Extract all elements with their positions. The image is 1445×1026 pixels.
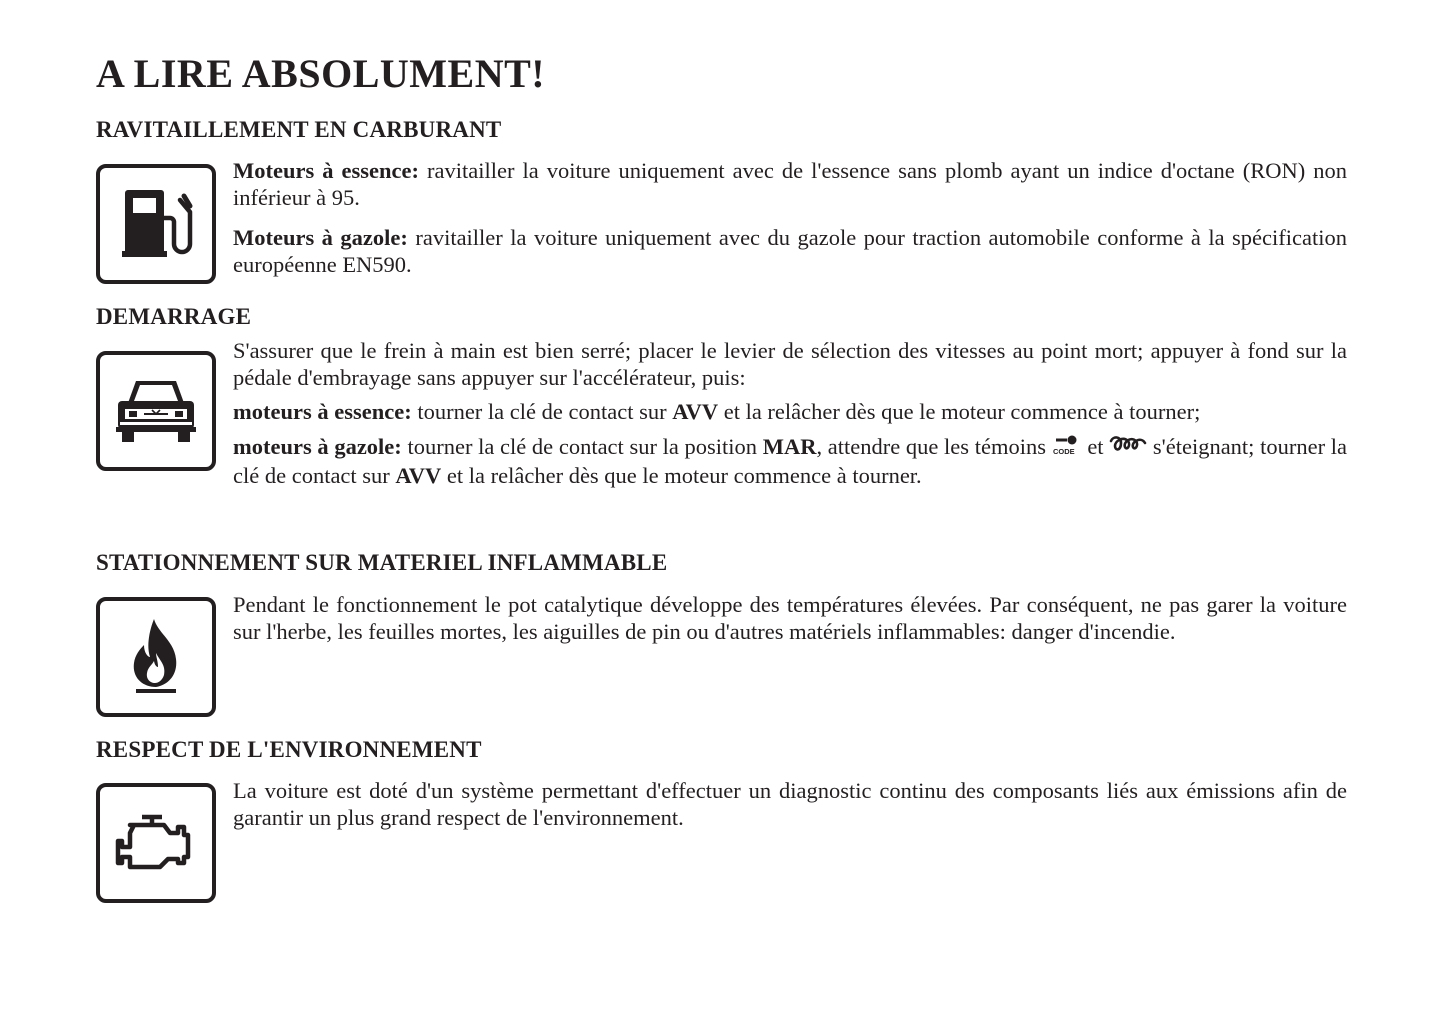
section-heading-starting: DEMARRAGE xyxy=(96,304,252,329)
starting-diesel-text-5: et la relâcher dès que le moteur commence à tourner. xyxy=(441,463,922,488)
key-position-avv-2: AVV xyxy=(395,463,442,488)
fuel-text xyxy=(233,158,1347,278)
fuel-diesel-text: ravitailler la voiture uniquement avec du gazole pour traction automobile conforme à la spécification européenne EN590. xyxy=(233,225,1347,277)
section-heading-fuel: RAVITAILLEMENT EN CARBURANT xyxy=(96,117,502,142)
fuel-diesel-lead: Moteurs à gazole: xyxy=(233,225,408,250)
flame-icon xyxy=(96,597,216,717)
starting-diesel-text-4: s'éteignant; tourner la clé de contact sur xyxy=(233,433,1347,488)
starting-diesel-text-2: , attendre que les témoins xyxy=(816,433,1052,459)
engine-icon xyxy=(96,783,216,903)
key-position-avv: AVV xyxy=(672,399,719,424)
starting-petrol-text-2: et la relâcher dès que le moteur commence à tourner; xyxy=(718,399,1201,424)
fuel-diesel-paragraph xyxy=(233,225,1347,278)
section-heading-environment: RESPECT DE L'ENVIRONNEMENT xyxy=(96,737,482,762)
code-key-warning-icon xyxy=(1052,435,1082,464)
flammable-paragraph: Pendant le fonctionnement le pot catalytique développe des températures élevées. Par conséquent, ne pas garer la voiture sur l'herbe, les feuilles mortes, les aiguilles de pin ou d'autres matériels inflammables: danger d'incendie. xyxy=(233,592,1347,644)
starting-diesel-text-1: tourner la clé de contact sur la position xyxy=(401,433,763,459)
environment-text xyxy=(233,778,1347,831)
starting-diesel-text-3: et xyxy=(1081,433,1110,459)
glow-plug-icon xyxy=(1109,435,1147,464)
car-front-icon xyxy=(96,351,216,471)
fuel-pump-icon xyxy=(96,164,216,284)
starting-petrol-paragraph xyxy=(233,399,1347,426)
starting-intro: S'assurer que le frein à main est bien serré; placer le levier de sélection des vitesses au point mort; appuyer à fond sur la pédale d'embrayage sans appuyer sur l'accélérateur, puis: xyxy=(233,338,1347,390)
starting-petrol-text-1: tourner la clé de contact sur xyxy=(411,399,673,424)
section-heading-flammable: STATIONNEMENT SUR MATERIEL INFLAMMABLE xyxy=(96,550,668,575)
starting-diesel-paragraph xyxy=(233,434,1347,490)
fuel-petrol-paragraph xyxy=(233,158,1347,211)
key-position-mar: MAR xyxy=(762,433,817,459)
code-label: CODE xyxy=(1052,446,1075,456)
starting-petrol-lead: moteurs à essence: xyxy=(233,399,412,424)
flammable-text xyxy=(233,592,1347,645)
fuel-petrol-text: ravitailler la voiture uniquement avec de l'essence sans plomb ayant un indice d'octane (RON) non inférieur à 95. xyxy=(233,158,1347,210)
environment-paragraph: La voiture est doté d'un système permettant d'effectuer un diagnostic continu des composants liés aux émissions afin de garantir un plus grand respect de l'environnement. xyxy=(233,778,1347,830)
page-title: A LIRE ABSOLUMENT! xyxy=(96,51,546,96)
starting-diesel-lead: moteurs à gazole: xyxy=(233,433,402,459)
starting-text xyxy=(233,338,1347,490)
fuel-petrol-lead: Moteurs à essence: xyxy=(233,158,419,183)
